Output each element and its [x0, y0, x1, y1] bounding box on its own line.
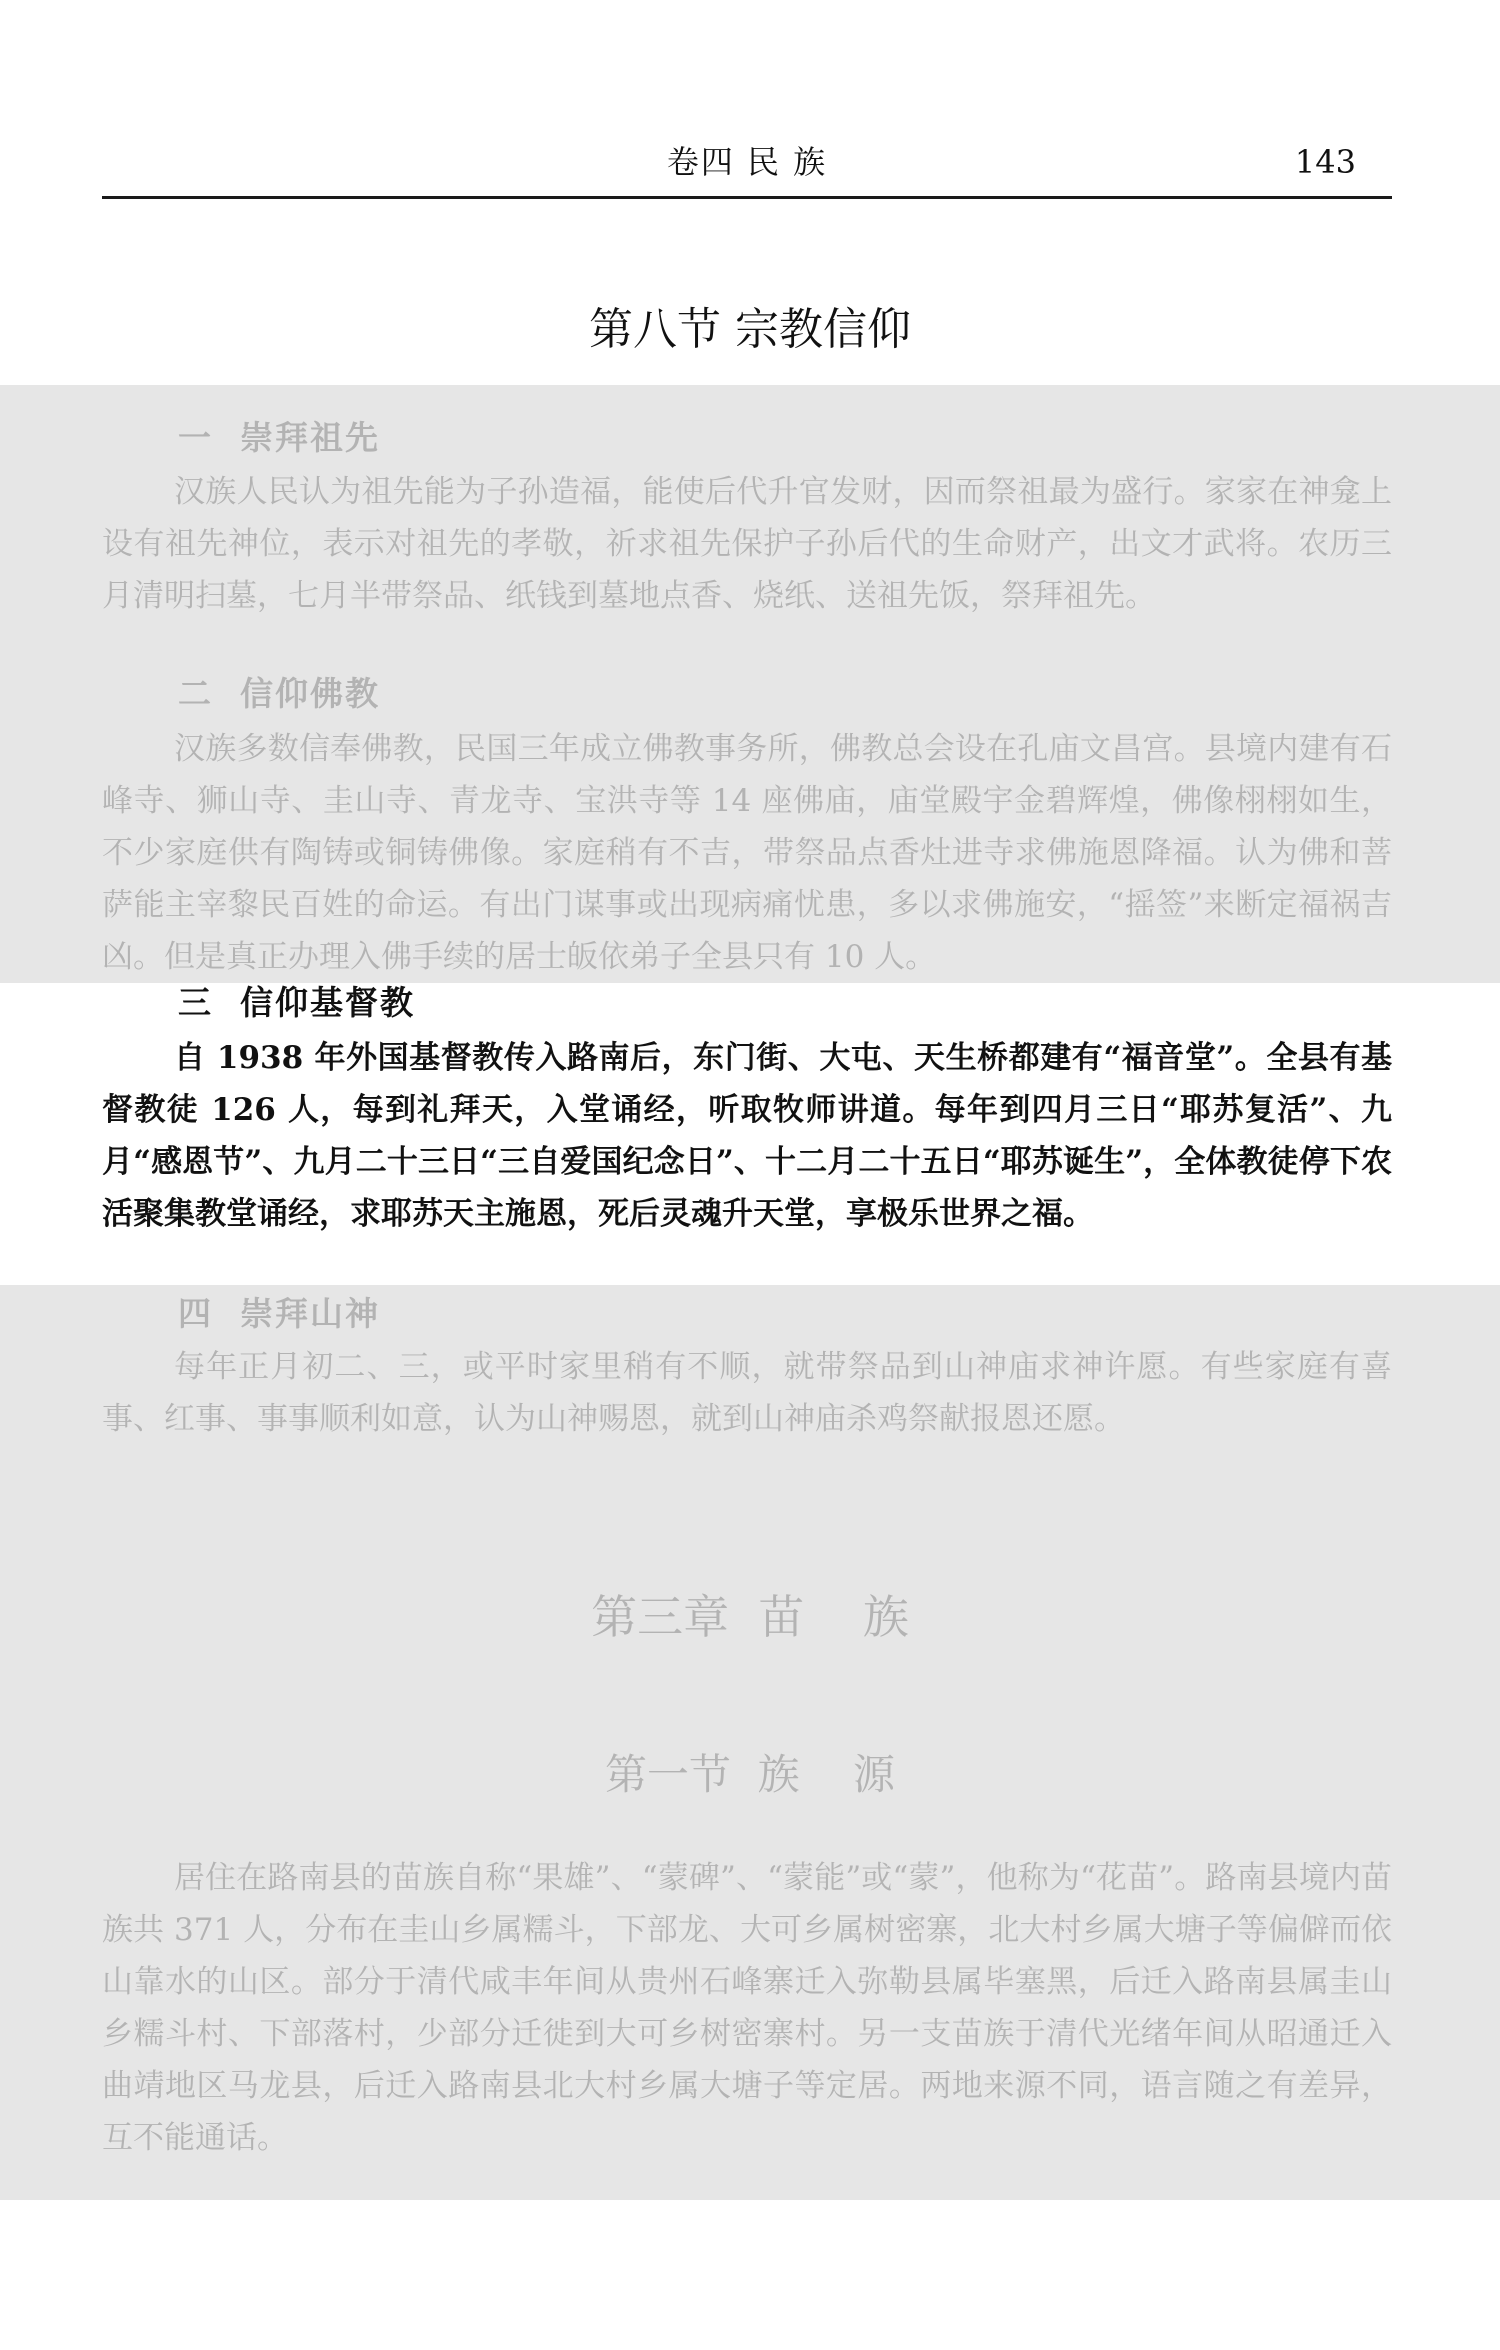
- chapter-title: 第三章 苗 族: [591, 1590, 909, 1644]
- header-rule: [102, 196, 1392, 199]
- section-title: 第八节 宗教信仰: [589, 304, 911, 355]
- paragraph-ancestor-worship: 汉族人民认为祖先能为子孙造福，能使后代升官发财，因而祭祖最为盛行。家家在神龛上设有祖先神位，表示对祖先的孝敬，祈求祖先保护子孙后代的生命财产，出文才武将。农历三月清明扫墓，七月半带祭品、纸钱到墓地点香、烧纸、送祖先饭，祭拜祖先。: [102, 474, 1392, 614]
- paragraph-christianity: 自 1938 年外国基督教传入路南后，东门街、大屯、天生桥都建有“福音堂”。全县有基督教徒 126 人，每到礼拜天，入堂诵经，听取牧师讲道。每年到四月三日“耶苏复活”、九月“感恩节”、九月二十三日“三自爱国纪念日”、十二月二十五日“耶苏诞生”，全体教徒停下农活聚集教堂诵经，求耶苏天主施恩，死后灵魂升天堂，享极乐世界之福。: [102, 1040, 1392, 1232]
- chapter-section-title: 第一节 族 源: [604, 1750, 896, 1799]
- subheading-buddhism: 二 信仰佛教: [178, 674, 380, 713]
- page-header: [102, 138, 1392, 186]
- page-number: 143: [1294, 143, 1356, 181]
- subheading-christianity: 三 信仰基督教: [178, 983, 415, 1022]
- paragraph-mountain-god: 每年正月初二、三，或平时家里稍有不顺，就带祭品到山神庙求神许愿。有些家庭有喜事、红事、事事顺利如意，认为山神赐恩，就到山神庙杀鸡祭献报恩还愿。: [102, 1349, 1392, 1437]
- paragraph-miao-origin: 居住在路南县的苗族自称“果雄”、“蒙碑”、“蒙能”或“蒙”，他称为“花苗”。路南县境内苗族共 371 人，分布在圭山乡属糯斗，下部龙、大可乡属树密寨，北大村乡属大塘子等偏僻而依山靠水的山区。部分于清代咸丰年间从贵州石峰寨迁入弥勒县属毕塞黑，后迁入路南县属圭山乡糯斗村、下部落村，少部分迁徙到大可乡树密寨村。另一支苗族于清代光绪年间从昭通迁入曲靖地区马龙县，后迁入路南县北大村乡属大塘子等定居。两地来源不同，语言随之有差异，互不能通话。: [102, 1860, 1392, 2156]
- subheading-mountain-god: 四 崇拜山神: [178, 1294, 380, 1333]
- paragraph-buddhism: 汉族多数信奉佛教，民国三年成立佛教事务所，佛教总会设在孔庙文昌宫。县境内建有石峰寺、狮山寺、圭山寺、青龙寺、宝洪寺等 14 座佛庙，庙堂殿宇金碧辉煌，佛像栩栩如生，不少家庭供有陶铸或铜铸佛像。家庭稍有不吉，带祭品点香灶进寺求佛施恩降福。认为佛和菩萨能主宰黎民百姓的命运。有出门谋事或出现病痛忧患，多以求佛施安，“摇签”来断定福祸吉凶。但是真正办理入佛手续的居士皈依弟子全县只有 10 人。: [102, 731, 1392, 975]
- running-head: 卷四 民 族: [666, 143, 828, 181]
- subheading-ancestor-worship: 一 崇拜祖先: [178, 418, 380, 457]
